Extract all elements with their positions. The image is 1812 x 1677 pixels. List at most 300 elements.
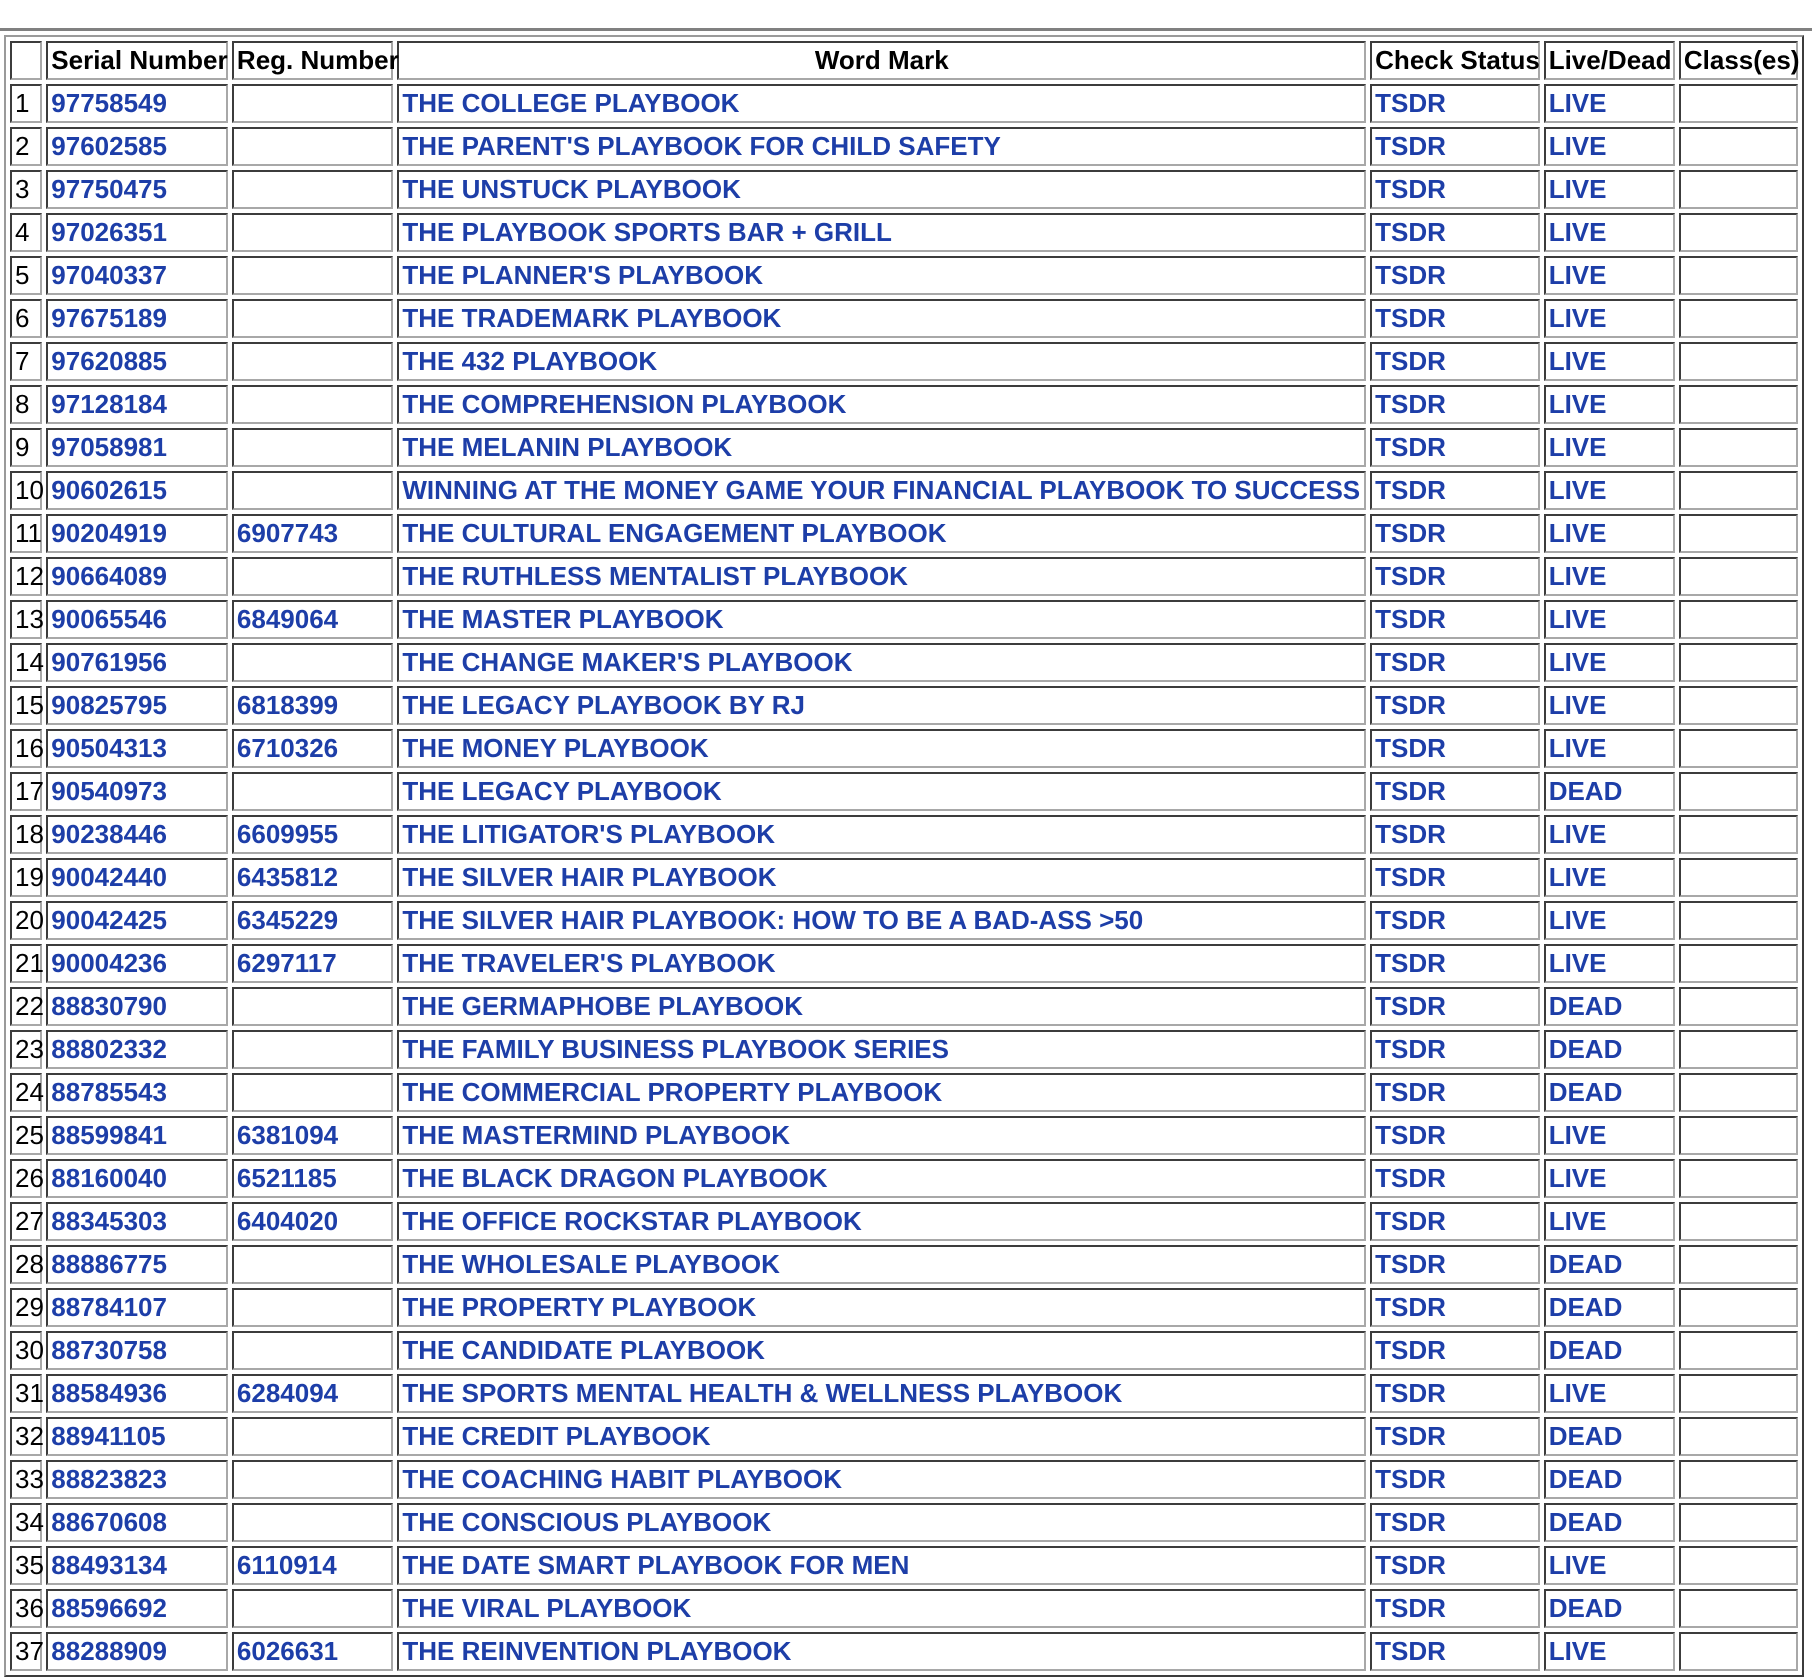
reg-number-cell bbox=[232, 170, 393, 209]
word-mark-link[interactable]: THE COMPREHENSION PLAYBOOK bbox=[402, 389, 847, 419]
serial-number-link[interactable]: 97040337 bbox=[51, 260, 167, 290]
check-status-cell bbox=[1370, 686, 1540, 725]
word-mark-cell bbox=[397, 1288, 1366, 1327]
table-row bbox=[10, 428, 1798, 467]
check-status-link[interactable]: TSDR bbox=[1375, 1249, 1446, 1279]
word-mark-link[interactable]: THE PLAYBOOK SPORTS BAR + GRILL bbox=[402, 217, 892, 247]
table-row bbox=[10, 1374, 1798, 1413]
word-mark-cell bbox=[397, 342, 1366, 381]
word-mark-link[interactable]: THE OFFICE ROCKSTAR PLAYBOOK bbox=[402, 1206, 862, 1236]
serial-number-link[interactable]: 90004236 bbox=[51, 948, 167, 978]
check-status-cell bbox=[1370, 170, 1540, 209]
check-status-link[interactable]: TSDR bbox=[1375, 1335, 1446, 1365]
live-dead-link[interactable]: LIVE bbox=[1548, 217, 1607, 247]
live-dead-cell bbox=[1544, 1159, 1675, 1198]
word-mark-link[interactable]: THE CREDIT PLAYBOOK bbox=[402, 1421, 711, 1451]
classes-cell bbox=[1679, 643, 1798, 682]
live-dead-link[interactable]: DEAD bbox=[1548, 1335, 1623, 1365]
word-mark-cell bbox=[397, 385, 1366, 424]
reg-number-cell bbox=[232, 1030, 393, 1069]
word-mark-cell bbox=[397, 1589, 1366, 1628]
live-dead-link[interactable]: LIVE bbox=[1548, 647, 1607, 677]
check-status-cell bbox=[1370, 729, 1540, 768]
word-mark-link[interactable]: THE 432 PLAYBOOK bbox=[402, 346, 658, 376]
live-dead-link[interactable]: LIVE bbox=[1548, 1206, 1607, 1236]
serial-number-link[interactable]: 97675189 bbox=[51, 303, 167, 333]
serial-number-cell bbox=[46, 600, 228, 639]
table-row bbox=[10, 471, 1798, 510]
check-status-link[interactable]: TSDR bbox=[1375, 647, 1446, 677]
check-status-link[interactable]: TSDR bbox=[1375, 1120, 1446, 1150]
check-status-link[interactable]: TSDR bbox=[1375, 260, 1446, 290]
word-mark-cell bbox=[397, 987, 1366, 1026]
serial-number-link[interactable]: 90540973 bbox=[51, 776, 167, 806]
check-status-link[interactable]: TSDR bbox=[1375, 217, 1446, 247]
row-number-cell: 19 bbox=[10, 858, 42, 897]
word-mark-cell bbox=[397, 127, 1366, 166]
check-status-cell bbox=[1370, 815, 1540, 854]
reg-number-cell bbox=[232, 84, 393, 123]
reg-number-cell bbox=[232, 1288, 393, 1327]
word-mark-link[interactable]: THE CULTURAL ENGAGEMENT PLAYBOOK bbox=[402, 518, 947, 548]
check-status-cell bbox=[1370, 1374, 1540, 1413]
live-dead-cell bbox=[1544, 428, 1675, 467]
serial-number-link[interactable]: 88823823 bbox=[51, 1464, 167, 1494]
table-row bbox=[10, 1331, 1798, 1370]
serial-number-cell bbox=[46, 772, 228, 811]
live-dead-link[interactable]: LIVE bbox=[1548, 389, 1607, 419]
word-mark-link[interactable]: THE COMMERCIAL PROPERTY PLAYBOOK bbox=[402, 1077, 943, 1107]
word-mark-link[interactable]: THE TRADEMARK PLAYBOOK bbox=[402, 303, 782, 333]
live-dead-link[interactable]: LIVE bbox=[1548, 819, 1607, 849]
classes-cell bbox=[1679, 1159, 1798, 1198]
live-dead-cell bbox=[1544, 1503, 1675, 1542]
classes-cell bbox=[1679, 557, 1798, 596]
check-status-link[interactable]: TSDR bbox=[1375, 1550, 1446, 1580]
reg-number-cell bbox=[232, 557, 393, 596]
live-dead-link[interactable]: LIVE bbox=[1548, 1163, 1607, 1193]
row-number-cell: 11 bbox=[10, 514, 42, 553]
word-mark-cell bbox=[397, 1331, 1366, 1370]
live-dead-link[interactable]: LIVE bbox=[1548, 475, 1607, 505]
serial-number-link[interactable]: 90042425 bbox=[51, 905, 167, 935]
table-row bbox=[10, 256, 1798, 295]
table-row bbox=[10, 1632, 1798, 1671]
live-dead-link[interactable]: LIVE bbox=[1548, 174, 1607, 204]
word-mark-cell bbox=[397, 1245, 1366, 1284]
word-mark-cell bbox=[397, 514, 1366, 553]
column-header-live-dead: Live/Dead bbox=[1544, 41, 1675, 80]
table-row bbox=[10, 1245, 1798, 1284]
check-status-link[interactable]: TSDR bbox=[1375, 346, 1446, 376]
live-dead-cell bbox=[1544, 1202, 1675, 1241]
live-dead-link[interactable]: DEAD bbox=[1548, 1507, 1623, 1537]
table-row bbox=[10, 643, 1798, 682]
live-dead-link[interactable]: LIVE bbox=[1548, 905, 1607, 935]
check-status-link[interactable]: TSDR bbox=[1375, 1034, 1446, 1064]
check-status-link[interactable]: TSDR bbox=[1375, 1593, 1446, 1623]
word-mark-link[interactable]: THE SILVER HAIR PLAYBOOK bbox=[402, 862, 777, 892]
column-header-word-mark: Word Mark bbox=[397, 41, 1366, 80]
live-dead-link[interactable]: DEAD bbox=[1548, 776, 1623, 806]
word-mark-link[interactable]: THE LEGACY PLAYBOOK BY RJ bbox=[402, 690, 805, 720]
serial-number-link[interactable]: 88802332 bbox=[51, 1034, 167, 1064]
live-dead-cell bbox=[1544, 557, 1675, 596]
check-status-link[interactable]: TSDR bbox=[1375, 303, 1446, 333]
word-mark-link[interactable]: THE PROPERTY PLAYBOOK bbox=[402, 1292, 757, 1322]
table-row bbox=[10, 299, 1798, 338]
word-mark-cell bbox=[397, 686, 1366, 725]
word-mark-link[interactable]: THE MASTERMIND PLAYBOOK bbox=[402, 1120, 790, 1150]
live-dead-link[interactable]: LIVE bbox=[1548, 518, 1607, 548]
live-dead-link[interactable]: DEAD bbox=[1548, 1034, 1623, 1064]
row-number-cell: 29 bbox=[10, 1288, 42, 1327]
check-status-link[interactable]: TSDR bbox=[1375, 1292, 1446, 1322]
word-mark-link[interactable]: THE UNSTUCK PLAYBOOK bbox=[402, 174, 741, 204]
table-row bbox=[10, 944, 1798, 983]
word-mark-link[interactable]: THE SILVER HAIR PLAYBOOK: HOW TO BE A BAD-ASS >50 bbox=[402, 905, 1144, 935]
live-dead-link[interactable]: LIVE bbox=[1548, 1120, 1607, 1150]
live-dead-link[interactable]: LIVE bbox=[1548, 131, 1607, 161]
live-dead-link[interactable]: LIVE bbox=[1548, 561, 1607, 591]
check-status-link[interactable]: TSDR bbox=[1375, 1378, 1446, 1408]
table-row bbox=[10, 1030, 1798, 1069]
serial-number-cell bbox=[46, 1073, 228, 1112]
row-number-cell: 34 bbox=[10, 1503, 42, 1542]
live-dead-cell bbox=[1544, 1116, 1675, 1155]
word-mark-link[interactable]: THE MONEY PLAYBOOK bbox=[402, 733, 709, 763]
live-dead-link[interactable]: DEAD bbox=[1548, 1077, 1623, 1107]
classes-cell bbox=[1679, 1073, 1798, 1112]
row-number-cell: 20 bbox=[10, 901, 42, 940]
serial-number-link[interactable]: 88830790 bbox=[51, 991, 167, 1021]
serial-number-link[interactable]: 90504313 bbox=[51, 733, 167, 763]
check-status-link[interactable]: TSDR bbox=[1375, 776, 1446, 806]
table-row bbox=[10, 127, 1798, 166]
check-status-cell bbox=[1370, 213, 1540, 252]
serial-number-link[interactable]: 88886775 bbox=[51, 1249, 167, 1279]
serial-number-link[interactable]: 88596692 bbox=[51, 1593, 167, 1623]
live-dead-link[interactable]: LIVE bbox=[1548, 604, 1607, 634]
word-mark-link[interactable]: THE PLANNER'S PLAYBOOK bbox=[402, 260, 763, 290]
word-mark-cell bbox=[397, 1503, 1366, 1542]
classes-cell bbox=[1679, 514, 1798, 553]
check-status-cell bbox=[1370, 342, 1540, 381]
word-mark-link[interactable]: THE TRAVELER'S PLAYBOOK bbox=[402, 948, 776, 978]
check-status-link[interactable]: TSDR bbox=[1375, 389, 1446, 419]
live-dead-cell bbox=[1544, 600, 1675, 639]
live-dead-cell bbox=[1544, 729, 1675, 768]
serial-number-link[interactable]: 97620885 bbox=[51, 346, 167, 376]
row-number-cell: 1 bbox=[10, 84, 42, 123]
serial-number-link[interactable]: 97750475 bbox=[51, 174, 167, 204]
check-status-cell bbox=[1370, 1202, 1540, 1241]
word-mark-link[interactable]: THE CONSCIOUS PLAYBOOK bbox=[402, 1507, 772, 1537]
column-header-serial-number: Serial Number bbox=[46, 41, 228, 80]
check-status-cell bbox=[1370, 557, 1540, 596]
check-status-link[interactable]: TSDR bbox=[1375, 862, 1446, 892]
serial-number-link[interactable]: 88493134 bbox=[51, 1550, 167, 1580]
serial-number-cell bbox=[46, 858, 228, 897]
live-dead-cell bbox=[1544, 987, 1675, 1026]
word-mark-cell bbox=[397, 1460, 1366, 1499]
check-status-link[interactable]: TSDR bbox=[1375, 1507, 1446, 1537]
word-mark-link[interactable]: THE CANDIDATE PLAYBOOK bbox=[402, 1335, 765, 1365]
results-table-viewport bbox=[4, 35, 1804, 1666]
word-mark-cell bbox=[397, 1632, 1366, 1671]
live-dead-link[interactable]: DEAD bbox=[1548, 1464, 1623, 1494]
serial-number-cell bbox=[46, 1245, 228, 1284]
table-row bbox=[10, 600, 1798, 639]
serial-number-link[interactable]: 88599841 bbox=[51, 1120, 167, 1150]
serial-number-link[interactable]: 88584936 bbox=[51, 1378, 167, 1408]
classes-cell bbox=[1679, 987, 1798, 1026]
word-mark-link[interactable]: THE CHANGE MAKER'S PLAYBOOK bbox=[402, 647, 853, 677]
reg-number-cell bbox=[232, 299, 393, 338]
word-mark-link[interactable]: THE COACHING HABIT PLAYBOOK bbox=[402, 1464, 842, 1494]
live-dead-link[interactable]: DEAD bbox=[1548, 1421, 1623, 1451]
word-mark-link[interactable]: THE GERMAPHOBE PLAYBOOK bbox=[402, 991, 804, 1021]
check-status-link[interactable]: TSDR bbox=[1375, 88, 1446, 118]
word-mark-cell bbox=[397, 643, 1366, 682]
serial-number-link[interactable]: 90761956 bbox=[51, 647, 167, 677]
check-status-link[interactable]: TSDR bbox=[1375, 1206, 1446, 1236]
classes-cell bbox=[1679, 213, 1798, 252]
serial-number-cell bbox=[46, 127, 228, 166]
check-status-link[interactable]: TSDR bbox=[1375, 518, 1446, 548]
reg-number-cell bbox=[232, 385, 393, 424]
table-row bbox=[10, 1159, 1798, 1198]
live-dead-link[interactable]: DEAD bbox=[1548, 1249, 1623, 1279]
serial-number-cell bbox=[46, 471, 228, 510]
serial-number-cell bbox=[46, 1460, 228, 1499]
word-mark-link[interactable]: THE MASTER PLAYBOOK bbox=[402, 604, 724, 634]
row-number-cell: 17 bbox=[10, 772, 42, 811]
column-header-index bbox=[10, 41, 42, 80]
live-dead-link[interactable]: LIVE bbox=[1548, 303, 1607, 333]
reg-number-cell bbox=[232, 1245, 393, 1284]
word-mark-link[interactable]: THE SPORTS MENTAL HEALTH & WELLNESS PLAYBOOK bbox=[402, 1378, 1123, 1408]
row-number-cell: 7 bbox=[10, 342, 42, 381]
serial-number-link[interactable]: 90664089 bbox=[51, 561, 167, 591]
serial-number-cell bbox=[46, 428, 228, 467]
live-dead-link[interactable]: LIVE bbox=[1548, 948, 1607, 978]
row-number-cell: 23 bbox=[10, 1030, 42, 1069]
word-mark-cell bbox=[397, 1202, 1366, 1241]
serial-number-cell bbox=[46, 1202, 228, 1241]
serial-number-link[interactable]: 90065546 bbox=[51, 604, 167, 634]
table-row bbox=[10, 557, 1798, 596]
check-status-cell bbox=[1370, 1116, 1540, 1155]
check-status-cell bbox=[1370, 1460, 1540, 1499]
word-mark-cell bbox=[397, 858, 1366, 897]
word-mark-cell bbox=[397, 213, 1366, 252]
row-number-cell: 9 bbox=[10, 428, 42, 467]
word-mark-cell bbox=[397, 815, 1366, 854]
serial-number-link[interactable]: 88288909 bbox=[51, 1636, 167, 1666]
serial-number-link[interactable]: 90825795 bbox=[51, 690, 167, 720]
serial-number-cell bbox=[46, 729, 228, 768]
check-status-link[interactable]: TSDR bbox=[1375, 131, 1446, 161]
serial-number-cell bbox=[46, 385, 228, 424]
check-status-link[interactable]: TSDR bbox=[1375, 1163, 1446, 1193]
serial-number-link[interactable]: 90042440 bbox=[51, 862, 167, 892]
table-row bbox=[10, 1202, 1798, 1241]
horizontal-rule bbox=[0, 28, 1812, 31]
serial-number-cell bbox=[46, 256, 228, 295]
table-row bbox=[10, 1288, 1798, 1327]
serial-number-link[interactable]: 88785543 bbox=[51, 1077, 167, 1107]
reg-number-cell: 6297117 bbox=[232, 944, 393, 983]
classes-cell bbox=[1679, 1417, 1798, 1456]
word-mark-cell bbox=[397, 256, 1366, 295]
table-row bbox=[10, 1116, 1798, 1155]
word-mark-link[interactable]: THE RUTHLESS MENTALIST PLAYBOOK bbox=[402, 561, 908, 591]
live-dead-link[interactable]: LIVE bbox=[1548, 260, 1607, 290]
reg-number-cell bbox=[232, 471, 393, 510]
word-mark-link[interactable]: WINNING AT THE MONEY GAME YOUR FINANCIAL PLAYBOOK TO SUCCESS bbox=[402, 475, 1361, 505]
serial-number-link[interactable]: 97058981 bbox=[51, 432, 167, 462]
reg-number-cell bbox=[232, 127, 393, 166]
classes-cell bbox=[1679, 1116, 1798, 1155]
live-dead-link[interactable]: LIVE bbox=[1548, 88, 1607, 118]
serial-number-link[interactable]: 88160040 bbox=[51, 1163, 167, 1193]
serial-number-cell bbox=[46, 1331, 228, 1370]
check-status-link[interactable]: TSDR bbox=[1375, 561, 1446, 591]
serial-number-cell bbox=[46, 170, 228, 209]
check-status-link[interactable]: TSDR bbox=[1375, 819, 1446, 849]
live-dead-link[interactable]: DEAD bbox=[1548, 991, 1623, 1021]
classes-cell bbox=[1679, 1288, 1798, 1327]
column-header-check-status: Check Status bbox=[1370, 41, 1540, 80]
table-row bbox=[10, 815, 1798, 854]
check-status-link[interactable]: TSDR bbox=[1375, 174, 1446, 204]
reg-number-cell: 6026631 bbox=[232, 1632, 393, 1671]
classes-cell bbox=[1679, 299, 1798, 338]
row-number-cell: 33 bbox=[10, 1460, 42, 1499]
word-mark-link[interactable]: THE LEGACY PLAYBOOK bbox=[402, 776, 722, 806]
serial-number-link[interactable]: 90238446 bbox=[51, 819, 167, 849]
column-header-reg-number: Reg. Number bbox=[232, 41, 393, 80]
check-status-link[interactable]: TSDR bbox=[1375, 475, 1446, 505]
serial-number-link[interactable]: 88730758 bbox=[51, 1335, 167, 1365]
classes-cell bbox=[1679, 170, 1798, 209]
serial-number-link[interactable]: 97026351 bbox=[51, 217, 167, 247]
check-status-link[interactable]: TSDR bbox=[1375, 948, 1446, 978]
row-number-cell: 32 bbox=[10, 1417, 42, 1456]
check-status-cell bbox=[1370, 901, 1540, 940]
word-mark-link[interactable]: THE VIRAL PLAYBOOK bbox=[402, 1593, 692, 1623]
reg-number-cell bbox=[232, 1503, 393, 1542]
reg-number-cell bbox=[232, 987, 393, 1026]
classes-cell bbox=[1679, 1030, 1798, 1069]
serial-number-link[interactable]: 88670608 bbox=[51, 1507, 167, 1537]
live-dead-link[interactable]: DEAD bbox=[1548, 1593, 1623, 1623]
serial-number-link[interactable]: 88345303 bbox=[51, 1206, 167, 1236]
live-dead-link[interactable]: DEAD bbox=[1548, 1292, 1623, 1322]
table-row bbox=[10, 84, 1798, 123]
reg-number-cell bbox=[232, 1460, 393, 1499]
check-status-link[interactable]: TSDR bbox=[1375, 905, 1446, 935]
word-mark-link[interactable]: THE LITIGATOR'S PLAYBOOK bbox=[402, 819, 775, 849]
live-dead-cell bbox=[1544, 1331, 1675, 1370]
classes-cell bbox=[1679, 1503, 1798, 1542]
classes-cell bbox=[1679, 1245, 1798, 1284]
live-dead-link[interactable]: LIVE bbox=[1548, 346, 1607, 376]
classes-cell bbox=[1679, 256, 1798, 295]
serial-number-cell bbox=[46, 1417, 228, 1456]
classes-cell bbox=[1679, 815, 1798, 854]
check-status-cell bbox=[1370, 772, 1540, 811]
check-status-link[interactable]: TSDR bbox=[1375, 1464, 1446, 1494]
row-number-cell: 35 bbox=[10, 1546, 42, 1585]
live-dead-link[interactable]: LIVE bbox=[1548, 432, 1607, 462]
live-dead-link[interactable]: LIVE bbox=[1548, 1378, 1607, 1408]
serial-number-link[interactable]: 88941105 bbox=[51, 1421, 166, 1451]
check-status-cell bbox=[1370, 428, 1540, 467]
classes-cell bbox=[1679, 1374, 1798, 1413]
reg-number-cell: 6710326 bbox=[232, 729, 393, 768]
word-mark-link[interactable]: THE PARENT'S PLAYBOOK FOR CHILD SAFETY bbox=[402, 131, 1001, 161]
check-status-cell bbox=[1370, 256, 1540, 295]
live-dead-cell bbox=[1544, 1546, 1675, 1585]
check-status-cell bbox=[1370, 1288, 1540, 1327]
check-status-link[interactable]: TSDR bbox=[1375, 991, 1446, 1021]
word-mark-link[interactable]: THE COLLEGE PLAYBOOK bbox=[402, 88, 740, 118]
check-status-cell bbox=[1370, 514, 1540, 553]
word-mark-cell bbox=[397, 170, 1366, 209]
table-row bbox=[10, 987, 1798, 1026]
check-status-link[interactable]: TSDR bbox=[1375, 1077, 1446, 1107]
table-row bbox=[10, 170, 1798, 209]
check-status-link[interactable]: TSDR bbox=[1375, 733, 1446, 763]
serial-number-link[interactable]: 97602585 bbox=[51, 131, 167, 161]
word-mark-link[interactable]: THE MELANIN PLAYBOOK bbox=[402, 432, 733, 462]
row-number-cell: 28 bbox=[10, 1245, 42, 1284]
serial-number-link[interactable]: 97758549 bbox=[51, 88, 167, 118]
serial-number-cell bbox=[46, 213, 228, 252]
word-mark-cell bbox=[397, 1546, 1366, 1585]
word-mark-link[interactable]: THE REINVENTION PLAYBOOK bbox=[402, 1636, 792, 1666]
live-dead-cell bbox=[1544, 901, 1675, 940]
serial-number-cell bbox=[46, 1374, 228, 1413]
word-mark-link[interactable]: THE WHOLESALE PLAYBOOK bbox=[402, 1249, 780, 1279]
check-status-link[interactable]: TSDR bbox=[1375, 604, 1446, 634]
word-mark-cell bbox=[397, 471, 1366, 510]
check-status-link[interactable]: TSDR bbox=[1375, 690, 1446, 720]
serial-number-link[interactable]: 97128184 bbox=[51, 389, 167, 419]
live-dead-link[interactable]: LIVE bbox=[1548, 1550, 1607, 1580]
row-number-cell: 3 bbox=[10, 170, 42, 209]
serial-number-link[interactable]: 90602615 bbox=[51, 475, 167, 505]
serial-number-link[interactable]: 90204919 bbox=[51, 518, 167, 548]
serial-number-link[interactable]: 88784107 bbox=[51, 1292, 167, 1322]
word-mark-link[interactable]: THE DATE SMART PLAYBOOK FOR MEN bbox=[402, 1550, 910, 1580]
classes-cell bbox=[1679, 686, 1798, 725]
row-number-cell: 10 bbox=[10, 471, 42, 510]
word-mark-cell bbox=[397, 772, 1366, 811]
live-dead-link[interactable]: LIVE bbox=[1548, 862, 1607, 892]
word-mark-link[interactable]: THE BLACK DRAGON PLAYBOOK bbox=[402, 1163, 828, 1193]
check-status-link[interactable]: TSDR bbox=[1375, 432, 1446, 462]
live-dead-cell bbox=[1544, 858, 1675, 897]
word-mark-link[interactable]: THE FAMILY BUSINESS PLAYBOOK SERIES bbox=[402, 1034, 949, 1064]
check-status-link[interactable]: TSDR bbox=[1375, 1421, 1446, 1451]
live-dead-link[interactable]: LIVE bbox=[1548, 733, 1607, 763]
live-dead-link[interactable]: LIVE bbox=[1548, 1636, 1607, 1666]
check-status-link[interactable]: TSDR bbox=[1375, 1636, 1446, 1666]
live-dead-link[interactable]: LIVE bbox=[1548, 690, 1607, 720]
